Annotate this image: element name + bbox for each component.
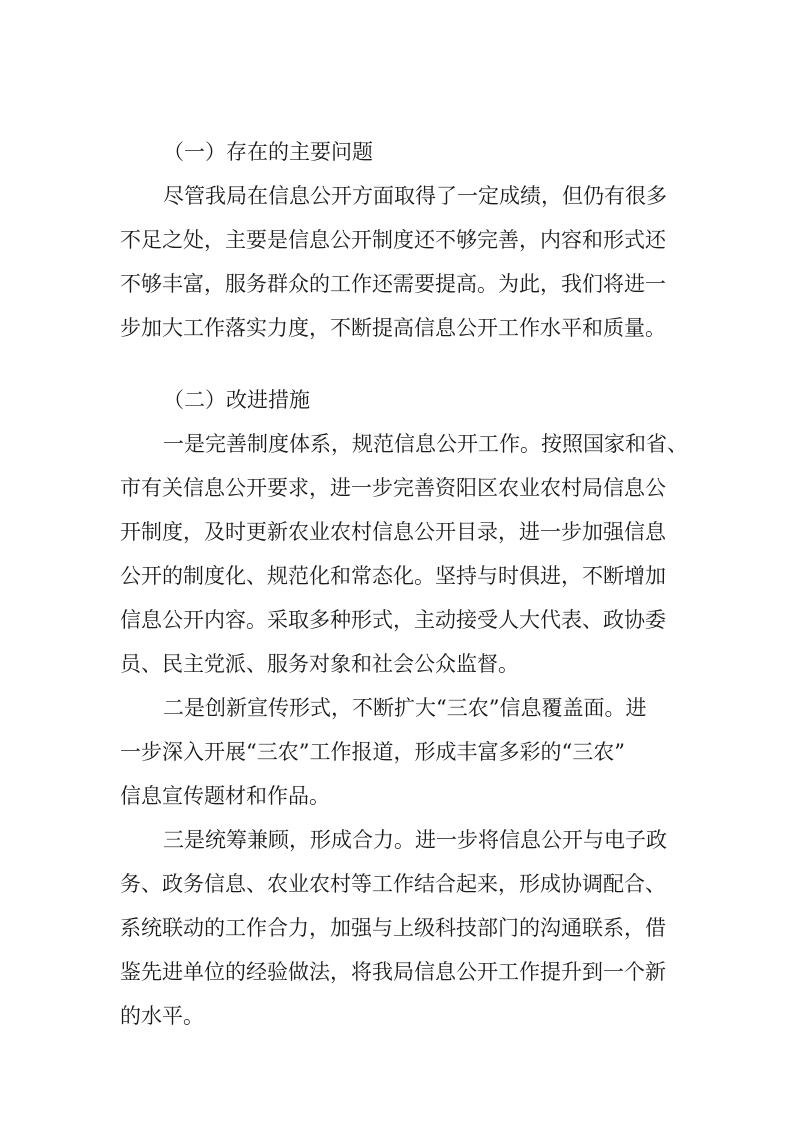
text-line: 不够丰富，服务群众的工作还需要提高。为此，我们将进一 (120, 272, 666, 296)
text-line: 一是完善制度体系，规范信息公开工作。按照国家和省、 (163, 432, 688, 456)
text-line: 信息公开内容。采取多种形式，主动接受人大代表、政协委 (120, 608, 666, 632)
text-line: 鉴先进单位的经验做法，将我局信息公开工作提升到一个新 (120, 960, 666, 984)
text-line: 三是统筹兼顾，形成合力。进一步将信息公开与电子政 (163, 828, 667, 852)
section-heading-problems: （一）存在的主要问题 (163, 140, 373, 164)
text-line: 不足之处，主要是信息公开制度还不够完善，内容和形式还 (120, 228, 666, 252)
text-line: 员、民主党派、服务对象和社会公众监督。 (120, 652, 519, 676)
text-line: 务、政务信息、农业农村等工作结合起来，形成协调配合、 (120, 872, 666, 896)
text-line: 的水平。 (120, 1004, 204, 1028)
section-heading-measures: （二）改进措施 (163, 388, 310, 412)
text-line: 市有关信息公开要求，进一步完善资阳区农业农村局信息公 (120, 476, 666, 500)
text-line: 公开的制度化、规范化和常态化。坚持与时俱进，不断增加 (120, 564, 666, 588)
text-line: 系统联动的工作合力，加强与上级科技部门的沟通联系，借 (120, 916, 666, 940)
text-line: 步加大工作落实力度，不断提高信息公开工作水平和质量。 (120, 316, 666, 340)
text-line: 开制度，及时更新农业农村信息公开目录，进一步加强信息 (120, 520, 666, 544)
text-line: 信息宣传题材和作品。 (120, 784, 330, 808)
text-line: 二是创新宣传形式，不断扩大“三农”信息覆盖面。进 (163, 696, 647, 720)
text-line: 一步深入开展“三农”工作报道，形成丰富多彩的“三农” (120, 740, 625, 764)
text-line: 尽管我局在信息公开方面取得了一定成绩，但仍有很多 (163, 184, 667, 208)
